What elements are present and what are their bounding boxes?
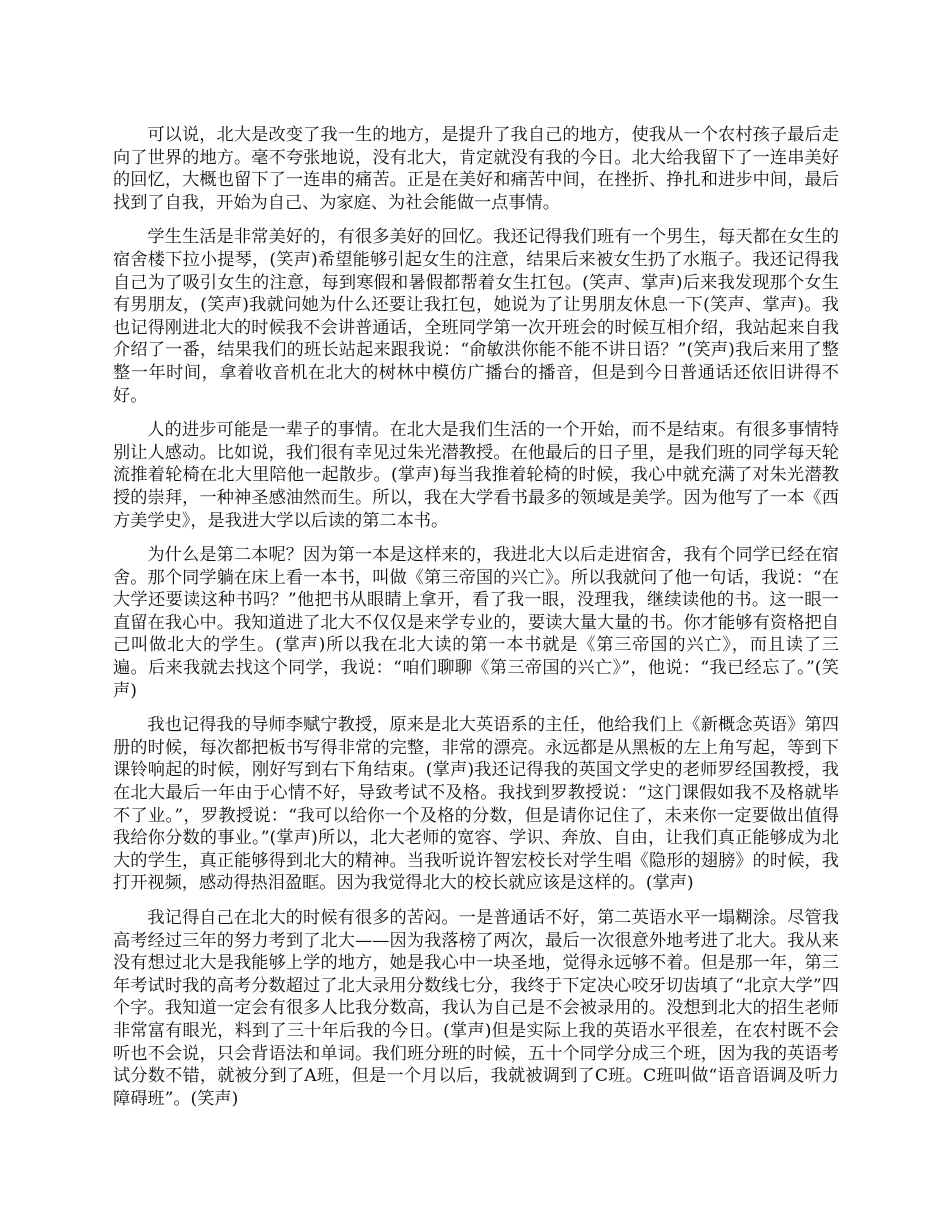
paragraph-5: 我也记得我的导师李赋宁教授，原来是北大英语系的主任，他给我们上《新概念英语》第四册的时候，每次都把板书写得非常的完整，非常的漂亮。永远都是从黑板的左上角写起，等到下课铃响起的时候，刚好写到右下角结束。(掌声)我还记得我的英国文学史的老师罗经国教授，我在北大最后一年由于心情不好，导致考试不及格。我找到罗教授说：“这门课假如我不及格就毕不了业。”，罗教授说：“我可以给你一个及格的分数，但是请你记住了，未来你一定要做出值得我给你分数的事业。”(掌声)所以，北大老师的宽容、学识、奔放、自由，让我们真正能够成为北大的学生，真正能够得到北大的精神。当我听说许智宏校长对学生唱《隐形的翅膀》的时候，我打开视频，感动得热泪盈眶。因为我觉得北大的校长就应该是这样的。(掌声) — [113, 715, 839, 894]
document-body — [113, 124, 839, 1122]
paragraph-2: 学生生活是非常美好的，有很多美好的回忆。我还记得我们班有一个男生，每天都在女生的宿舍楼下拉小提琴，(笑声)希望能够引起女生的注意，结果后来被女生扔了水瓶子。我还记得我自己为了吸引女生的注意，每到寒假和暑假都帮着女生扛包。(笑声、掌声)后来我发现那个女生有男朋友，(笑声)我就问她为什么还要让我扛包，她说为了让男朋友休息一下(笑声、掌声)。我也记得刚进北大的时候我不会讲普通话，全班同学第一次开班会的时候互相介绍，我站起来自我介绍了一番，结果我们的班长站起来跟我说：“俞敏洪你能不能不讲日语？”(笑声)我后来用了整整一年时间，拿着收音机在北大的树林中模仿广播台的播音，但是到今日普通话还依旧讲得不好。 — [113, 227, 839, 406]
paragraph-4: 为什么是第二本呢？因为第一本是这样来的，我进北大以后走进宿舍，我有个同学已经在宿舍。那个同学躺在床上看一本书，叫做《第三帝国的兴亡》。所以我就问了他一句话，我说：“在大学还要读这种书吗？”他把书从眼睛上拿开，看了我一眼，没理我，继续读他的书。这一眼一直留在我心中。我知道进了北大不仅仅是来学专业的，要读大量大量的书。你才能够有资格把自己叫做北大的学生。(掌声)所以我在北大读的第一本书就是《第三帝国的兴亡》，而且读了三遍。后来我就去找这个同学，我说：“咱们聊聊《第三帝国的兴亡》”，他说：“我已经忘了。”(笑声) — [113, 545, 839, 701]
paragraph-1: 可以说，北大是改变了我一生的地方，是提升了我自己的地方，使我从一个农村孩子最后走向了世界的地方。毫不夸张地说，没有北大，肯定就没有我的今日。北大给我留下了一连串美好的回忆，大概也留下了一连串的痛苦。正是在美好和痛苦中间，在挫折、挣扎和进步中间，最后找到了自我，开始为自己、为家庭、为社会能做一点事情。 — [113, 125, 839, 213]
paragraph-3: 人的进步可能是一辈子的事情。在北大是我们生活的一个开始，而不是结束。有很多事情特别让人感动。比如说，我们很有幸见过朱光潜教授。在他最后的日子里，是我们班的同学每天轮流推着轮椅在北大里陪他一起散步。(掌声)每当我推着轮椅的时候，我心中就充满了对朱光潜教授的崇拜，一种神圣感油然而生。所以，我在大学看书最多的领域是美学。因为他写了一本《西方美学史》，是我进大学以后读的第二本书。 — [113, 420, 839, 531]
paragraph-6: 我记得自己在北大的时候有很多的苦闷。一是普通话不好，第二英语水平一塌糊涂。尽管我高考经过三年的努力考到了北大——因为我落榜了两次，最后一次很意外地考进了北大。我从来没有想过北大是我能够上学的地方，她是我心中一块圣地，觉得永远够不着。但是那一年，第三年考试时我的高考分数超过了北大录用分数线七分，我终于下定决心咬牙切齿填了“北京大学”四个字。我知道一定会有很多人比我分数高，我认为自己是不会被录用的。没想到北大的招生老师非常富有眼光，料到了三十年后我的今日。(掌声)但是实际上我的英语水平很差，在农村既不会听也不会说，只会背语法和单词。我们班分班的时候，五十个同学分成三个班，因为我的英语考试分数不错，就被分到了A班，但是一个月以后，我就被调到了C班。C班叫做“语音语调及听力障碍班”。(笑声) — [113, 908, 839, 1109]
